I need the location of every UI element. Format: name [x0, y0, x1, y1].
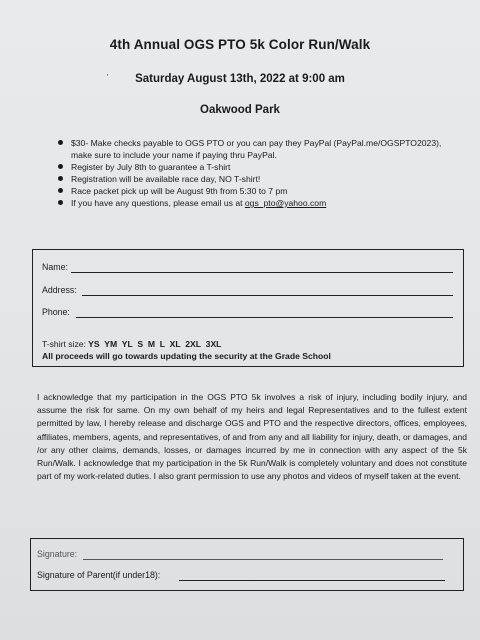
parent-signature-label: Signature of Parent(if under18):	[37, 570, 161, 580]
address-line[interactable]	[82, 295, 453, 296]
registration-box	[32, 249, 464, 367]
bullet-icon	[58, 164, 63, 169]
contact-email[interactable]: ogs_pto@yahoo.com	[244, 198, 327, 208]
name-label: Name:	[42, 262, 68, 272]
info-item: Registration will be available race day, NO T-shirt!	[58, 173, 458, 185]
tshirt-size-options[interactable]: YS YM YL S M L XL 2XL 3XL	[88, 339, 222, 349]
tshirt-size-label: T-shirt size:	[42, 339, 86, 349]
info-item: $30- Make checks payable to OGS PTO or you can pay they PayPal (PayPal.me/OGSPTO2023), make sure to include your name if paying thru PayPal.	[58, 137, 458, 161]
info-item: If you have any questions, please email us at ogs_pto@yahoo.com	[58, 197, 458, 209]
bullet-icon	[58, 176, 63, 181]
event-title: 4th Annual OGS PTO 5k Color Run/Walk	[109, 37, 371, 52]
waiver-paragraph: I acknowledge that my participation in the OGS PTO 5k involves a risk of injury, including bodily injury, and assume the risk for same. On my own behalf of my heirs and legal Representatives and to the fullest extent permitted by law, I hereby release and discharge OGS and PTO and the respective directors, offices, employees, affiliates, members, agents, and representatives, of and from any and all liability for injury, death, or damages, and /or any other claims, demands, losses, or damages incurred by me in connection with any aspect of the 5k Run/Walk. I acknowledge that my participation in the 5k Run/Walk is completely voluntary and does not constitute part of my work-related duties. I also grant permission to use any photos and videos of myself taken at the event.	[37, 392, 467, 482]
pen-mark: ˏ	[101, 65, 110, 78]
bullet-icon	[58, 188, 63, 193]
proceeds-note: All proceeds will go towards updating the security at the Grade School	[42, 351, 331, 361]
event-date-time: Saturday August 13th, 2022 at 9:00 am	[135, 73, 345, 85]
signature-box	[30, 538, 464, 591]
event-location: Oakwood Park	[200, 104, 280, 116]
phone-line[interactable]	[76, 317, 453, 318]
name-line[interactable]	[71, 272, 453, 273]
info-item: Race packet pick up will be August 9th from 5:30 to 7 pm	[58, 185, 458, 197]
address-label: Address:	[42, 285, 77, 295]
bullet-icon	[58, 140, 63, 145]
name-field[interactable]	[42, 262, 462, 274]
phone-field[interactable]	[42, 307, 462, 319]
parent-signature-line[interactable]	[179, 580, 445, 581]
phone-label: Phone:	[42, 307, 70, 317]
address-field[interactable]	[42, 285, 462, 297]
info-list	[58, 137, 458, 209]
signature-line[interactable]	[83, 559, 443, 560]
bullet-icon	[58, 200, 63, 205]
tshirt-size-row	[42, 339, 221, 349]
info-item: Register by July 8th to guarantee a T-shirt	[58, 161, 458, 173]
signature-label: Signature:	[37, 549, 78, 559]
